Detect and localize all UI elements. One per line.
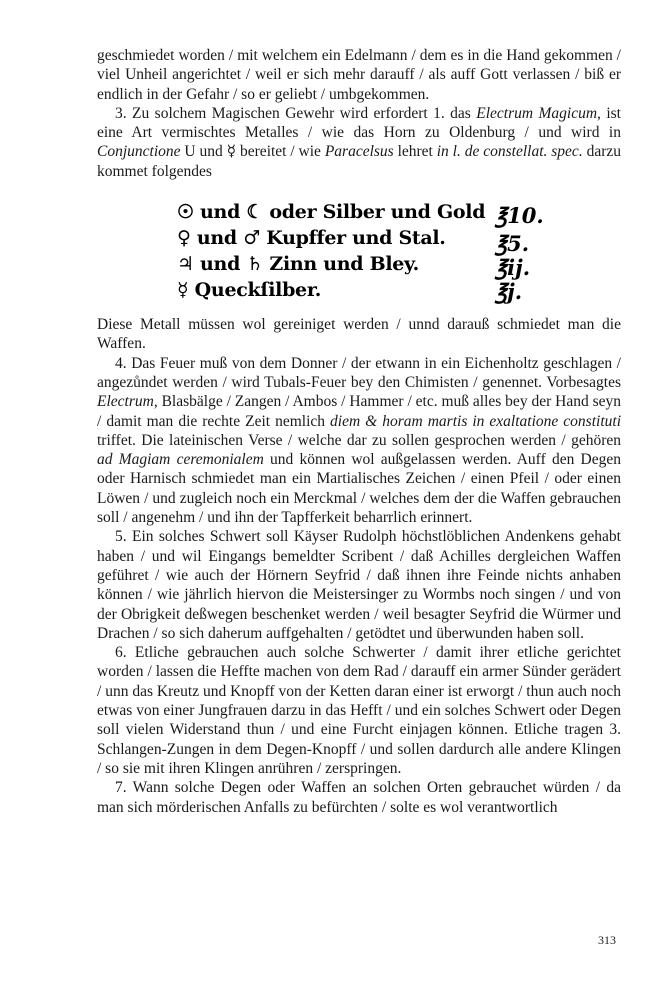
figure-row-value: ℥10. <box>495 203 544 229</box>
text-run: Blasbälge / Zangen / Ambos / Hammer / etc. muß alles bey der Hand seyn / damit man die rechte Zeit nemlich <box>97 393 621 430</box>
paragraph-6: 6. Etliche gebrauchen auch solche Schwerter / damit ihrer etliche gerichtet worden / lassen die Heffte machen von dem Rad / darauff ein armer Sünder gerädert / unn das Kreutz und Knopff von der Ketten daran einer ist erworgt / thun auch noch etwas von einer Jungfrauen darzu in das Hefft / und ein solches Schwert oder Degen soll vielen Widerstand thun / und eine Furcht einjagen können. Etliche tragen 3. Schlangen-Zungen in dem Degen-Knopff / und sollen dardurch alle andere Klingen / so sie mit ihren Klingen anrühren / zerspringen. <box>97 644 621 777</box>
text-run: triffet. Die lateinischen Verse / welche dar zu sollen gesprochen werden / gehören <box>97 431 621 449</box>
italic-term: Conjunctione <box>97 143 181 161</box>
mercury-symbol-icon: ☿ <box>226 143 237 161</box>
text-run: lehret <box>393 143 437 161</box>
figure-row-text: ☿ Queckſilber. <box>177 279 322 302</box>
text-run: 4. Das Feuer muß von dem Donner / der etwann in ein Eichenholtz geschlagen / angezůndet werden / wird Tubals-Feuer bey den Chimisten / genennet. Vorbesagtes <box>97 354 621 391</box>
figure-row-text: ♃ und ♄ Zinn und Bley. <box>177 253 419 276</box>
paragraph-4 <box>97 354 621 528</box>
figure-row-value: ℥5. <box>495 231 530 257</box>
italic-term: diem & horam martis in exaltatione constituti <box>330 412 621 430</box>
metal-recipe-figure <box>97 181 621 315</box>
italic-term: Electrum, <box>97 393 158 411</box>
text-run: darzu kommet folgendes <box>97 143 622 180</box>
text-run: ist eine Art vermischtes Metalles / wie das Horn zu Oldenburg / und wird in <box>97 104 621 142</box>
italic-term: in l. de constellat. spec. <box>436 143 583 161</box>
text-run: und können wol außgelassen werden. Auff den Degen oder Harnisch schmiedet man ein Martialisches Zeichen / einen Pfeil / oder einen Löwen / und zugleich noch ein Merckmal / welches dem der die Waffen gebrauchen soll / angenehm / und ihn der Tapfferkeit beharrlich erinnert. <box>97 451 621 527</box>
figure-row-text: ♀ und ♂ Kupffer und Stal. <box>177 227 446 250</box>
text-run: 3. Zu solchem Magischen Gewehr wird erfordert 1. das <box>115 104 477 122</box>
text-run: bereitet / wie <box>236 143 325 161</box>
paragraph-7: 7. Wann solche Degen oder Waffen an solchen Orten gebrauchet würden / da man sich mörderischen Anfalls zu befürchten / solte es wol verantwortlich <box>97 779 621 816</box>
text-run: U und <box>180 143 227 161</box>
paragraph-after-figure: Diese Metall müssen wol gereiniget werden / unnd darauß schmiedet man die Waffen. <box>97 316 621 353</box>
figure-row-value: ℥ij. <box>495 255 531 281</box>
paragraph-1: geschmiedet worden / mit welchem ein Edelmann / dem es in die Hand gekommen / viel Unheil angerichtet / weil er sich mehr darauff / als auff Gott verlassen / biß er endlich in der Gefahr / so er geliebt / umbgekommen. <box>97 47 621 103</box>
paragraph-3 <box>97 104 621 181</box>
page-number: 313 <box>598 933 616 947</box>
italic-term: Paracelsus <box>324 143 394 161</box>
italic-term: ad Magiam ceremonialem <box>97 451 264 469</box>
figure-row-text: ☉ und ☾ oder Silber und Gold <box>177 201 486 224</box>
figure-row-value: ℥j. <box>495 279 523 305</box>
italic-term: Electrum Magicum, <box>476 104 601 122</box>
page-body <box>97 46 621 817</box>
paragraph-5: 5. Ein solches Schwert soll Käyser Rudolph höchstlöblichen Andenkens gehabt haben / und wil Eingangs bemeldter Scribent / daß Achilles dergleichen Waffen geführet / wie auch der Hörnern Seyfrid / daß ihnen ihre Feinde nichts anhaben können / wie jährlich hiervon die Meistersinger zu Wormbs noch singen / und von der Obrigkeit deßwegen beschenket werden / weil besagter Seyfrid die Würmer und Drachen / so sich daherum auffgehalten / getödtet und überwunden haben soll. <box>97 528 621 642</box>
